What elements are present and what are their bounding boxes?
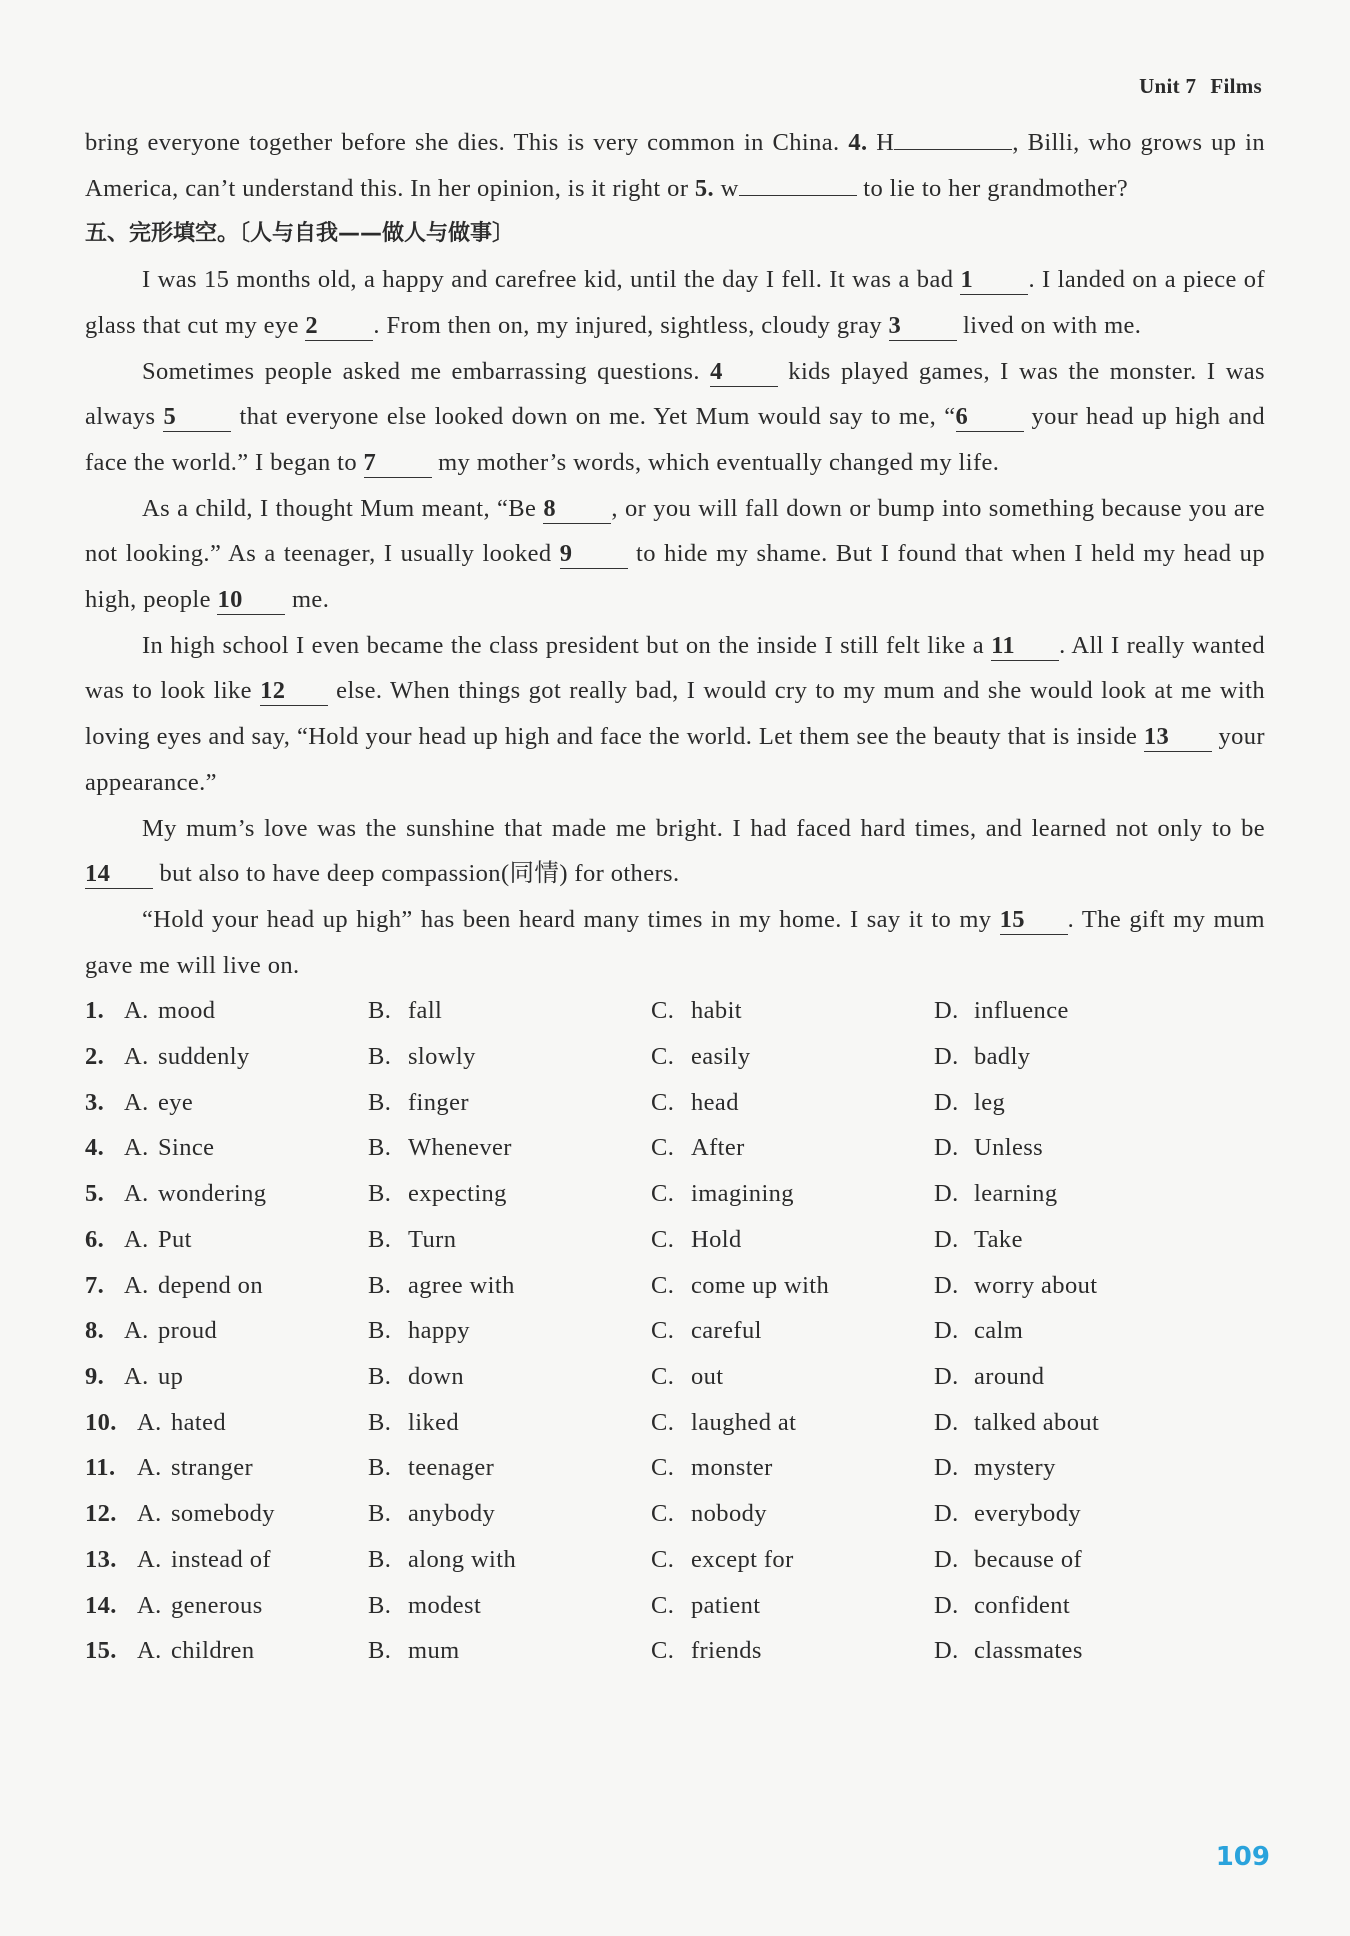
option-b[interactable] xyxy=(368,1583,651,1629)
question-number: 12. xyxy=(85,1500,117,1528)
option-text: agree with xyxy=(408,1271,515,1299)
option-text: imagining xyxy=(691,1180,794,1208)
question-number: 3. xyxy=(85,1088,105,1116)
question-number: 5. xyxy=(85,1180,105,1208)
option-text: head xyxy=(691,1088,739,1116)
passage-text: your appearance.” xyxy=(85,723,1265,796)
question-number: 1. xyxy=(85,997,105,1025)
option-letter: A. xyxy=(124,1134,149,1162)
option-b[interactable] xyxy=(368,1400,651,1446)
option-letter: A. xyxy=(124,1180,149,1208)
option-text: Unless xyxy=(974,1134,1044,1162)
option-text: learning xyxy=(974,1180,1058,1208)
option-text: happy xyxy=(408,1317,470,1345)
option-text: classmates xyxy=(974,1637,1083,1665)
option-row xyxy=(85,1354,1265,1400)
option-text: slowly xyxy=(408,1043,476,1071)
option-text: stranger xyxy=(171,1454,254,1482)
option-b[interactable] xyxy=(368,1171,651,1217)
question-number: 10. xyxy=(85,1408,117,1436)
option-text: everybody xyxy=(974,1500,1082,1528)
option-letter: A. xyxy=(124,1225,149,1253)
option-text: down xyxy=(408,1362,465,1390)
option-a[interactable] xyxy=(85,1125,368,1171)
option-b[interactable] xyxy=(368,1034,651,1080)
page-header xyxy=(1139,74,1262,99)
option-letter: C. xyxy=(651,997,675,1025)
page-content xyxy=(85,120,1265,1674)
option-text: hated xyxy=(171,1408,227,1436)
passage-paragraph xyxy=(85,806,1265,897)
option-row xyxy=(85,1628,1265,1674)
option-a[interactable] xyxy=(85,1400,368,1446)
passage-text: else. When things got really bad, I would cry to my mum and she would look at me with loving eyes and say, “Hold your head up high and face the world. Let them see the beauty that is inside xyxy=(85,677,1265,751)
option-letter: C. xyxy=(651,1180,675,1208)
option-letter: D. xyxy=(934,1637,959,1665)
blank-3[interactable]: 3 xyxy=(889,312,957,341)
option-letter: C. xyxy=(651,1225,675,1253)
question-number: 4. xyxy=(85,1134,105,1162)
option-a[interactable] xyxy=(85,1491,368,1537)
option-letter: D. xyxy=(934,1225,959,1253)
option-a[interactable] xyxy=(85,1171,368,1217)
option-text: liked xyxy=(408,1408,459,1436)
option-b[interactable] xyxy=(368,1628,651,1674)
option-text: Turn xyxy=(408,1225,457,1253)
option-d[interactable] xyxy=(934,1491,1217,1537)
option-text: friends xyxy=(691,1637,762,1665)
option-text: mood xyxy=(158,997,216,1025)
question-number: 14. xyxy=(85,1591,117,1619)
option-row xyxy=(85,1400,1265,1446)
option-c[interactable] xyxy=(651,1217,934,1263)
option-text: easily xyxy=(691,1043,751,1071)
option-text: Since xyxy=(158,1134,215,1162)
option-letter: D. xyxy=(934,997,959,1025)
blank-9[interactable]: 9 xyxy=(560,540,628,569)
passage-text: , or you will fall down or bump into something because you are not looking.” As a teenager, I usually looked xyxy=(85,494,1265,568)
blank-13[interactable]: 13 xyxy=(1144,723,1212,752)
option-letter: D. xyxy=(934,1088,959,1116)
option-c[interactable] xyxy=(651,1400,934,1446)
option-c[interactable] xyxy=(651,1125,934,1171)
passage-text: . The gift my mum gave me will live on. xyxy=(85,905,1266,979)
option-text: depend on xyxy=(158,1271,263,1299)
blank-1[interactable]: 1 xyxy=(960,266,1028,295)
option-text: anybody xyxy=(408,1500,496,1528)
option-text: fall xyxy=(408,997,443,1025)
option-b[interactable] xyxy=(368,1354,651,1400)
blank-11[interactable]: 11 xyxy=(991,632,1059,661)
option-text: calm xyxy=(974,1317,1024,1345)
option-a[interactable] xyxy=(85,1537,368,1583)
option-b[interactable] xyxy=(368,1125,651,1171)
option-text: finger xyxy=(408,1088,469,1116)
option-text: patient xyxy=(691,1591,761,1619)
passage-paragraph xyxy=(85,257,1265,348)
option-text: nobody xyxy=(691,1500,767,1528)
option-letter: B. xyxy=(368,1088,392,1116)
passage-text: My mum’s love was the sunshine that made me bright. I had faced hard times, and learned not only to be xyxy=(142,814,1265,842)
option-text: teenager xyxy=(408,1454,495,1482)
option-letter: B. xyxy=(368,1317,392,1345)
option-text: leg xyxy=(974,1088,1006,1116)
option-d[interactable] xyxy=(934,1171,1217,1217)
option-letter: D. xyxy=(934,1271,959,1299)
passage-text: . From then on, my injured, sightless, cloudy gray xyxy=(373,311,889,339)
option-text: Put xyxy=(158,1225,192,1253)
option-b[interactable] xyxy=(368,1537,651,1583)
option-c[interactable] xyxy=(651,1354,934,1400)
option-text: After xyxy=(691,1134,745,1162)
option-row xyxy=(85,1308,1265,1354)
passage-text: In high school I even became the class president but on the inside I still felt like a xyxy=(142,631,992,659)
option-letter: B. xyxy=(368,997,392,1025)
passage-text: Sometimes people asked me embarrassing questions. xyxy=(142,357,711,385)
blank-7[interactable]: 7 xyxy=(364,449,432,478)
option-b[interactable] xyxy=(368,1491,651,1537)
passage-paragraph xyxy=(85,349,1265,486)
option-c[interactable] xyxy=(651,1491,934,1537)
option-letter: D. xyxy=(934,1134,959,1162)
option-letter: C. xyxy=(651,1362,675,1390)
option-a[interactable] xyxy=(85,1628,368,1674)
option-d[interactable] xyxy=(934,1537,1217,1583)
option-letter: B. xyxy=(368,1500,392,1528)
blank-14[interactable]: 14 xyxy=(85,860,153,889)
passage-paragraph xyxy=(85,897,1265,988)
option-d[interactable] xyxy=(934,988,1217,1034)
first-letter-hint: H xyxy=(867,129,895,156)
passage-text: to hide my shame. But I found that when I held my head up high, people xyxy=(85,540,1265,614)
option-letter: C. xyxy=(651,1271,675,1299)
option-text: modest xyxy=(408,1591,482,1619)
option-letter: D. xyxy=(934,1500,959,1528)
question-number: 11. xyxy=(85,1454,116,1482)
option-d[interactable] xyxy=(934,1217,1217,1263)
option-text: because of xyxy=(974,1545,1083,1573)
option-letter: A. xyxy=(124,1271,149,1299)
option-letter: D. xyxy=(934,1043,959,1071)
option-letter: A. xyxy=(124,1362,149,1390)
option-text: come up with xyxy=(691,1271,830,1299)
fill-blank-4[interactable] xyxy=(894,149,1012,150)
option-d[interactable] xyxy=(934,1263,1217,1309)
option-letter: B. xyxy=(368,1637,392,1665)
option-text: badly xyxy=(974,1043,1031,1071)
option-row xyxy=(85,1080,1265,1126)
intro-text: bring everyone together before she dies. This is very common in China. xyxy=(85,129,849,156)
intro-text: to lie to xyxy=(856,174,942,202)
option-text: generous xyxy=(171,1591,263,1619)
passage-text: lived on with me. xyxy=(956,311,1142,339)
option-text: suddenly xyxy=(158,1043,250,1071)
option-letter: B. xyxy=(368,1591,392,1619)
passage-text: kids played games, I was the monster. I was always xyxy=(85,357,1265,431)
option-letter: C. xyxy=(651,1134,675,1162)
intro-text: , Billi, who xyxy=(1012,129,1132,156)
question-number: 2. xyxy=(85,1043,105,1071)
option-letter: C. xyxy=(651,1088,675,1116)
option-a[interactable] xyxy=(85,1354,368,1400)
passage-text: As a child, I thought Mum meant, “Be xyxy=(142,494,544,522)
passage-text: I was 15 months old, a happy and carefree kid, until the day I fell. It was a bad xyxy=(142,266,961,294)
option-letter: D. xyxy=(934,1591,959,1619)
option-letter: C. xyxy=(651,1408,675,1436)
option-d[interactable] xyxy=(934,1308,1217,1354)
option-letter: A. xyxy=(137,1408,162,1436)
option-a[interactable] xyxy=(85,1080,368,1126)
option-letter: D. xyxy=(934,1408,959,1436)
option-c[interactable] xyxy=(651,1308,934,1354)
option-text: confident xyxy=(974,1591,1071,1619)
option-row xyxy=(85,988,1265,1034)
intro-text: her grandmother? xyxy=(948,174,1129,202)
option-text: around xyxy=(974,1362,1045,1390)
option-letter: B. xyxy=(368,1180,392,1208)
question-number: 5. xyxy=(694,174,715,202)
option-letter: A. xyxy=(124,1043,149,1071)
passage-text: my mother’s words, which eventually changed my life. xyxy=(431,448,1000,476)
option-letter: D. xyxy=(934,1545,959,1573)
option-text: influence xyxy=(974,997,1069,1025)
passage-text: . All I really wanted was to look like xyxy=(85,631,1265,705)
option-b[interactable] xyxy=(368,988,651,1034)
intro-paragraph xyxy=(85,120,1265,211)
option-a[interactable] xyxy=(85,1308,368,1354)
option-b[interactable] xyxy=(368,1308,651,1354)
option-letter: D. xyxy=(934,1362,959,1390)
option-text: instead of xyxy=(171,1545,271,1573)
option-c[interactable] xyxy=(651,1263,934,1309)
option-letter: B. xyxy=(368,1408,392,1436)
option-text: monster xyxy=(691,1454,773,1482)
unit-label: Unit 7 xyxy=(1139,74,1197,98)
question-number: 9. xyxy=(85,1362,105,1390)
option-text: Hold xyxy=(691,1225,742,1253)
option-a[interactable] xyxy=(85,1263,368,1309)
option-text: out xyxy=(691,1362,724,1390)
option-text: mystery xyxy=(974,1454,1056,1482)
option-text: habit xyxy=(691,997,742,1025)
option-a[interactable] xyxy=(85,1445,368,1491)
intro-text: grows up in America, can’t understand this. In her opinion, is it right or xyxy=(85,129,1266,202)
option-letter: B. xyxy=(368,1362,392,1390)
option-text: talked about xyxy=(974,1408,1100,1436)
option-a[interactable] xyxy=(85,988,368,1034)
option-text: proud xyxy=(158,1317,218,1345)
option-letter: C. xyxy=(651,1454,675,1482)
option-text: expecting xyxy=(408,1180,507,1208)
option-c[interactable] xyxy=(651,1445,934,1491)
unit-title: Films xyxy=(1210,74,1262,98)
option-d[interactable] xyxy=(934,1080,1217,1126)
answer-options xyxy=(85,988,1265,1674)
option-letter: A. xyxy=(137,1545,162,1573)
option-a[interactable] xyxy=(85,1217,368,1263)
option-row xyxy=(85,1583,1265,1629)
option-letter: B. xyxy=(368,1271,392,1299)
option-text: somebody xyxy=(171,1500,275,1528)
option-letter: A. xyxy=(137,1454,162,1482)
option-text: Whenever xyxy=(408,1134,512,1162)
question-number: 15. xyxy=(85,1637,117,1665)
option-letter: B. xyxy=(368,1545,392,1573)
option-text: eye xyxy=(158,1088,194,1116)
option-letter: D. xyxy=(934,1180,959,1208)
option-text: Take xyxy=(974,1225,1023,1253)
option-c[interactable] xyxy=(651,1583,934,1629)
option-d[interactable] xyxy=(934,1628,1217,1674)
option-letter: C. xyxy=(651,1545,675,1573)
option-text: mum xyxy=(408,1637,460,1665)
passage-text: me. xyxy=(285,586,330,614)
option-letter: C. xyxy=(651,1637,675,1665)
option-b[interactable] xyxy=(368,1217,651,1263)
option-letter: B. xyxy=(368,1043,392,1071)
passage-text: but also to have deep compassion(同情) for others. xyxy=(153,860,680,888)
passage-paragraph xyxy=(85,486,1265,623)
option-letter: C. xyxy=(651,1500,675,1528)
blank-8[interactable]: 8 xyxy=(543,495,611,524)
option-b[interactable] xyxy=(368,1080,651,1126)
fill-blank-5[interactable] xyxy=(739,195,857,196)
blank-10[interactable]: 10 xyxy=(217,586,285,615)
passage-text: . I landed on a piece of glass that cut my eye xyxy=(85,266,1266,339)
passage-text: that everyone else looked down on me. Yet Mum would say to me, “ xyxy=(231,403,956,431)
option-letter: A. xyxy=(137,1591,162,1619)
option-row xyxy=(85,1445,1265,1491)
blank-5[interactable]: 5 xyxy=(163,403,231,432)
option-letter: A. xyxy=(124,997,149,1025)
passage-text: “Hold your head up high” has been heard many times in my home. I say it to my xyxy=(142,905,1000,933)
option-row xyxy=(85,1171,1265,1217)
option-c[interactable] xyxy=(651,1628,934,1674)
blank-4[interactable]: 4 xyxy=(710,358,778,387)
option-d[interactable] xyxy=(934,1445,1217,1491)
option-b[interactable] xyxy=(368,1445,651,1491)
option-text: laughed at xyxy=(691,1408,797,1436)
blank-15[interactable]: 15 xyxy=(1000,906,1068,935)
question-number: 4. xyxy=(848,129,868,156)
option-letter: C. xyxy=(651,1043,675,1071)
option-letter: C. xyxy=(651,1591,675,1619)
option-row xyxy=(85,1125,1265,1171)
option-text: up xyxy=(158,1362,184,1390)
option-a[interactable] xyxy=(85,1034,368,1080)
option-text: worry about xyxy=(974,1271,1098,1299)
option-letter: A. xyxy=(124,1317,149,1345)
option-d[interactable] xyxy=(934,1125,1217,1171)
question-number: 6. xyxy=(85,1225,105,1253)
option-letter: B. xyxy=(368,1454,392,1482)
option-c[interactable] xyxy=(651,1080,934,1126)
question-number: 7. xyxy=(85,1271,105,1299)
question-number: 13. xyxy=(85,1545,117,1573)
option-c[interactable] xyxy=(651,1171,934,1217)
option-letter: A. xyxy=(137,1500,162,1528)
option-letter: A. xyxy=(137,1637,162,1665)
option-c[interactable] xyxy=(651,1537,934,1583)
option-text: except for xyxy=(691,1545,794,1573)
option-text: children xyxy=(171,1637,255,1665)
option-d[interactable] xyxy=(934,1354,1217,1400)
blank-12[interactable]: 12 xyxy=(260,677,328,706)
blank-2[interactable]: 2 xyxy=(305,312,373,341)
option-letter: B. xyxy=(368,1134,392,1162)
question-number: 8. xyxy=(85,1317,105,1345)
option-letter: A. xyxy=(124,1088,149,1116)
option-row xyxy=(85,1491,1265,1537)
option-letter: C. xyxy=(651,1317,675,1345)
section-title: 五、完形填空。〔人与自我——做人与做事〕 xyxy=(85,221,515,247)
passage-paragraph xyxy=(85,623,1265,806)
option-letter: D. xyxy=(934,1454,959,1482)
blank-6[interactable]: 6 xyxy=(956,403,1024,432)
option-row xyxy=(85,1537,1265,1583)
option-a[interactable] xyxy=(85,1583,368,1629)
option-text: along with xyxy=(408,1545,517,1573)
first-letter-hint: w xyxy=(714,174,739,202)
option-row xyxy=(85,1034,1265,1080)
passage-text: your head up high and face the world.” I began to xyxy=(85,403,1266,476)
option-b[interactable] xyxy=(368,1263,651,1309)
option-d[interactable] xyxy=(934,1583,1217,1629)
option-c[interactable] xyxy=(651,1034,934,1080)
option-letter: D. xyxy=(934,1317,959,1345)
option-letter: B. xyxy=(368,1225,392,1253)
page-number: 109 xyxy=(1215,1842,1270,1872)
option-text: careful xyxy=(691,1317,762,1345)
option-row xyxy=(85,1263,1265,1309)
option-text: wondering xyxy=(158,1180,267,1208)
option-row xyxy=(85,1217,1265,1263)
option-c[interactable] xyxy=(651,988,934,1034)
option-d[interactable] xyxy=(934,1034,1217,1080)
option-d[interactable] xyxy=(934,1400,1217,1446)
